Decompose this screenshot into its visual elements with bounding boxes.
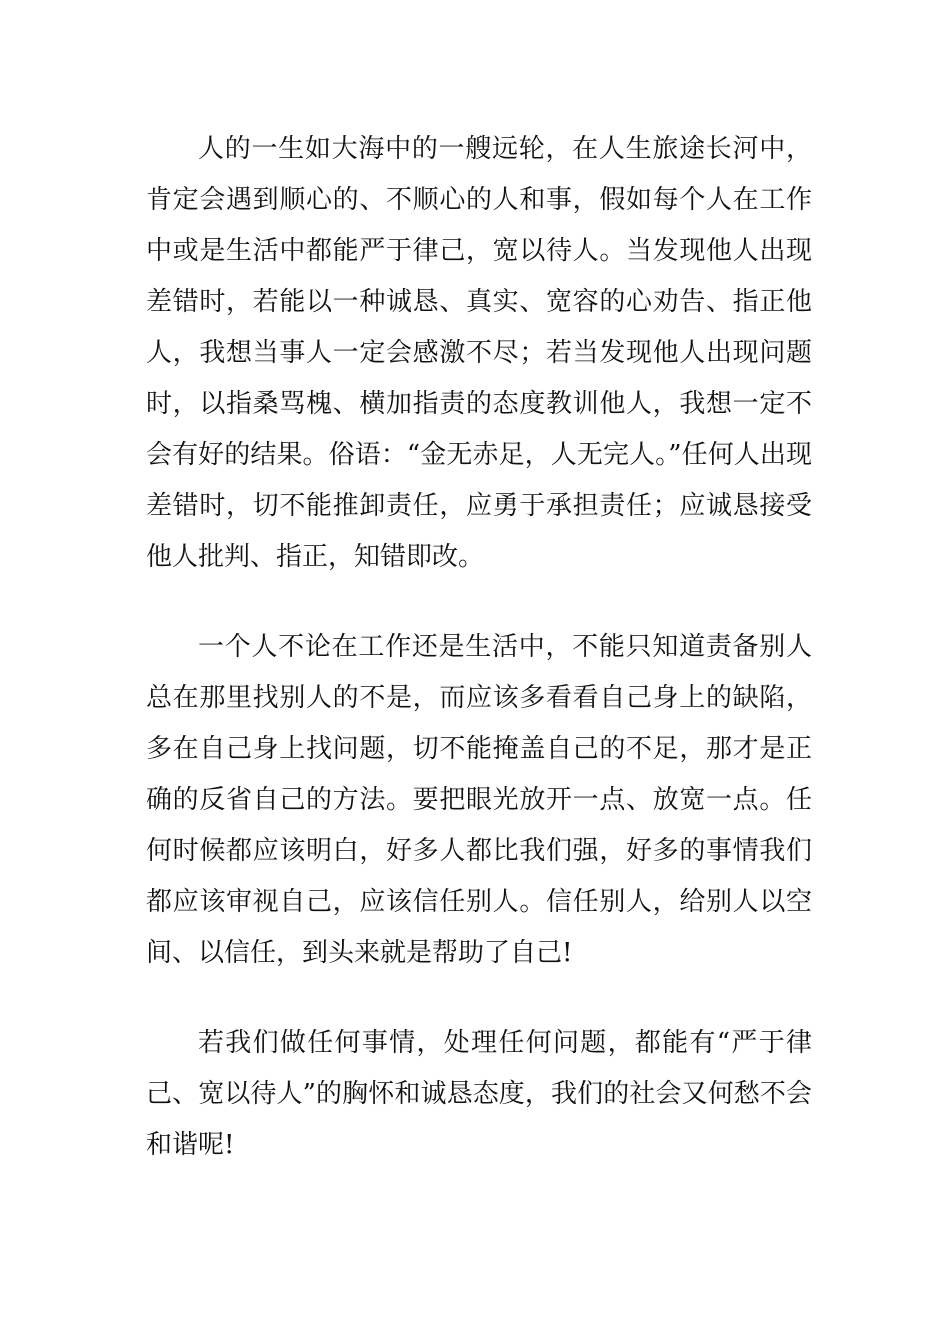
paragraph-1: 人的一生如大海中的一艘远轮，在人生旅途长河中，肯定会遇到顺心的、不顺心的人和事，假如每个人在工作中或是生活中都能严于律己，宽以待人。当发现他人出现差错时，若能以一种诚恳、真实、宽容的心劝告、指正他人，我想当事人一定会感激不尽；若当发现他人出现问题时，以指桑骂槐、横加指责的态度教训他人，我想一定不会有好的结果。俗语：“金无赤足，人无完人。”任何人出现差错时，切不能推卸责任，应勇于承担责任；应诚恳接受他人批判、指正，知错即改。 — [146, 134, 812, 572]
paragraph-2: 一个人不论在工作还是生活中，不能只知道责备别人总在那里找别人的不是，而应该多看看自己身上的缺陷，多在自己身上找问题，切不能掩盖自己的不足，那才是正确的反省自己的方法。要把眼光放开一点、放宽一点。任何时候都应该明白，好多人都比我们强，好多的事情我们都应该审视自己，应该信任别人。信任别人，给别人以空间、以信任，到头来就是帮助了自己! — [146, 632, 812, 968]
paragraph-3: 若我们做任何事情，处理任何问题，都能有“严于律己、宽以待人”的胸怀和诚恳态度，我们的社会又何愁不会和谐呢! — [146, 1028, 812, 1160]
